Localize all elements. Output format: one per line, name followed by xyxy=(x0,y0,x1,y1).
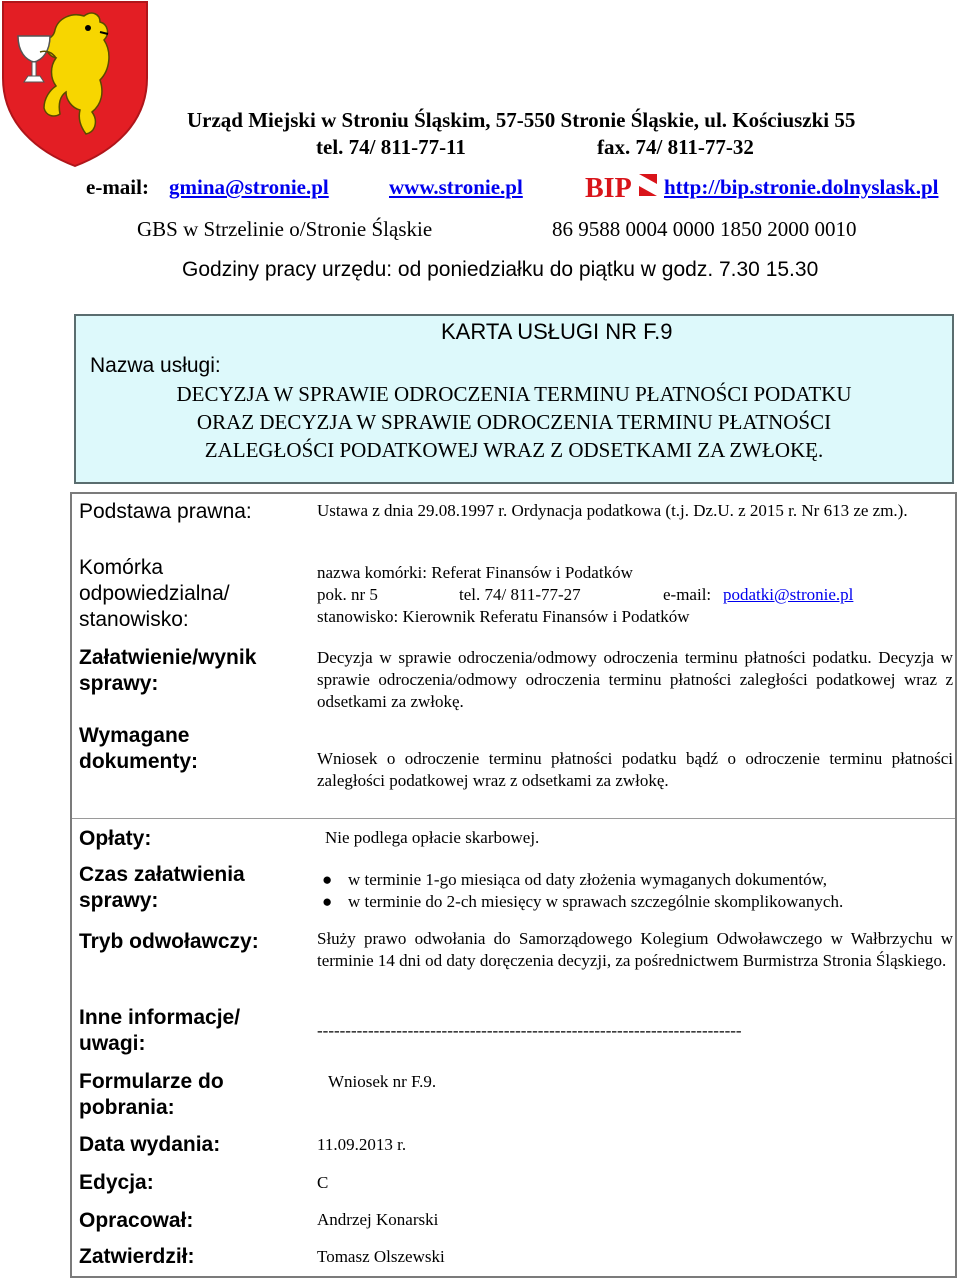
appeal-value: Służy prawo odwołania do Samorządowego Kolegium Odwoławczego w Wałbrzychu w terminie 14 dni od daty doręczenia decyzji, za pośrednictwem Burmistrza Stronia Śląskiego. xyxy=(317,929,953,970)
unit-position: stanowisko: Kierownik Referatu Finansów i Podatków xyxy=(317,607,690,626)
office-hours: Godziny pracy urzędu: od poniedziałku do piątku w godz. 7.30 15.30 xyxy=(182,258,819,281)
service-line-2: ORAZ DECYZJA W SPRAWIE ODROCZENIA TERMINU PŁATNOŚCI xyxy=(196,410,832,434)
fees-value: Nie podlega opłacie skarbowej. xyxy=(325,828,540,847)
unit-label: Komórka odpowiedzialna/ stanowisko: xyxy=(79,556,230,631)
appeal-label: Tryb odwoławczy: xyxy=(79,930,259,953)
card-title: KARTA USŁUGI NR F.9 xyxy=(441,319,673,344)
bullet-icon: ● xyxy=(322,892,333,911)
service-line-1: DECYZJA W SPRAWIE ODROCZENIA TERMINU PŁATNOŚCI PODATKU xyxy=(176,382,852,406)
fees-label: Opłaty: xyxy=(79,827,152,850)
legal-basis-label: Podstawa prawna: xyxy=(79,500,252,523)
unit-room: pok. nr 5 xyxy=(317,585,378,604)
office-address: Urząd Miejski w Stroniu Śląskim, 57-550 Stronie Śląskie, ul. Kościuszki 55 xyxy=(187,108,856,132)
edition-label: Edycja: xyxy=(79,1171,154,1194)
bank-name: GBS w Strzelinie o/Stronie Śląskie xyxy=(137,217,433,241)
email-link[interactable]: gmina@stronie.pl xyxy=(169,175,329,199)
time-label: Czas załatwienia sprawy: xyxy=(79,863,245,912)
unit-name: nazwa komórki: Referat Finansów i Podatków xyxy=(317,563,633,582)
www-link[interactable]: www.stronie.pl xyxy=(389,175,523,199)
legal-basis-value: Ustawa z dnia 29.08.1997 r. Ordynacja podatkowa (t.j. Dz.U. z 2015 r. Nr 613 ze zm.). xyxy=(317,501,908,520)
other-label: Inne informacje/ uwagi: xyxy=(79,1006,241,1055)
bullet-icon: ● xyxy=(322,870,333,889)
documents-value: Wniosek o odroczenie terminu płatności podatku bądź o odroczenie terminu płatności zaległości podatkowej wraz z odsetkami za zwłokę. xyxy=(317,749,953,790)
unit-email-link[interactable]: podatki@stronie.pl xyxy=(723,585,854,604)
unit-email-label: e-mail: xyxy=(663,585,712,604)
bip-logo-icon xyxy=(583,170,659,202)
result-label: Załatwienie/wynik sprawy: xyxy=(79,646,257,695)
list-item: ● w terminie do 2-ch miesięcy w sprawach szczególnie skomplikowanych. xyxy=(322,892,844,911)
approved-value: Tomasz Olszewski xyxy=(317,1247,445,1266)
email-label: e-mail: xyxy=(86,175,149,199)
bip-link[interactable]: http://bip.stronie.dolnyslask.pl xyxy=(664,175,939,199)
bip-logo-text: BIP xyxy=(585,173,632,202)
result-value: Decyzja w sprawie odroczenia/odmowy odroczenia terminu płatności podatku. Decyzja w sprawie odroczenia/odmowy odroczenia terminu płatności zaległości podatkowej wraz z odsetkami za zwłokę. xyxy=(317,648,953,711)
time-list xyxy=(322,869,952,913)
office-fax: fax. 74/ 811-77-32 xyxy=(597,135,754,159)
service-name xyxy=(74,380,954,464)
edition-value: C xyxy=(317,1173,329,1192)
issue-date-label: Data wydania: xyxy=(79,1133,221,1156)
approved-label: Zatwierdził: xyxy=(79,1245,195,1268)
documents-label: Wymagane dokumenty: xyxy=(79,724,199,773)
forms-label: Formularze do pobrania: xyxy=(79,1070,224,1119)
issue-date-value: 11.09.2013 r. xyxy=(317,1135,407,1154)
table-divider xyxy=(72,818,955,819)
office-tel: tel. 74/ 811-77-11 xyxy=(316,135,466,159)
list-item: ● w terminie 1-go miesiąca od daty złożenia wymaganych dokumentów, xyxy=(322,870,827,889)
prepared-label: Opracował: xyxy=(79,1209,194,1232)
service-label: Nazwa usługi: xyxy=(90,354,221,377)
service-line-3: ZALEGŁOŚCI PODATKOWEJ WRAZ Z ODSETKAMI ZA ZWŁOKĘ. xyxy=(204,438,824,462)
forms-value[interactable]: Wniosek nr F.9. xyxy=(328,1072,437,1091)
unit-tel: tel. 74/ 811-77-27 xyxy=(459,585,581,604)
other-value: --------------------------------------------------------------------------- xyxy=(317,1021,742,1040)
coat-of-arms-icon xyxy=(0,0,150,168)
prepared-value: Andrzej Konarski xyxy=(317,1210,439,1229)
bank-account: 86 9588 0004 0000 1850 2000 0010 xyxy=(552,217,857,241)
